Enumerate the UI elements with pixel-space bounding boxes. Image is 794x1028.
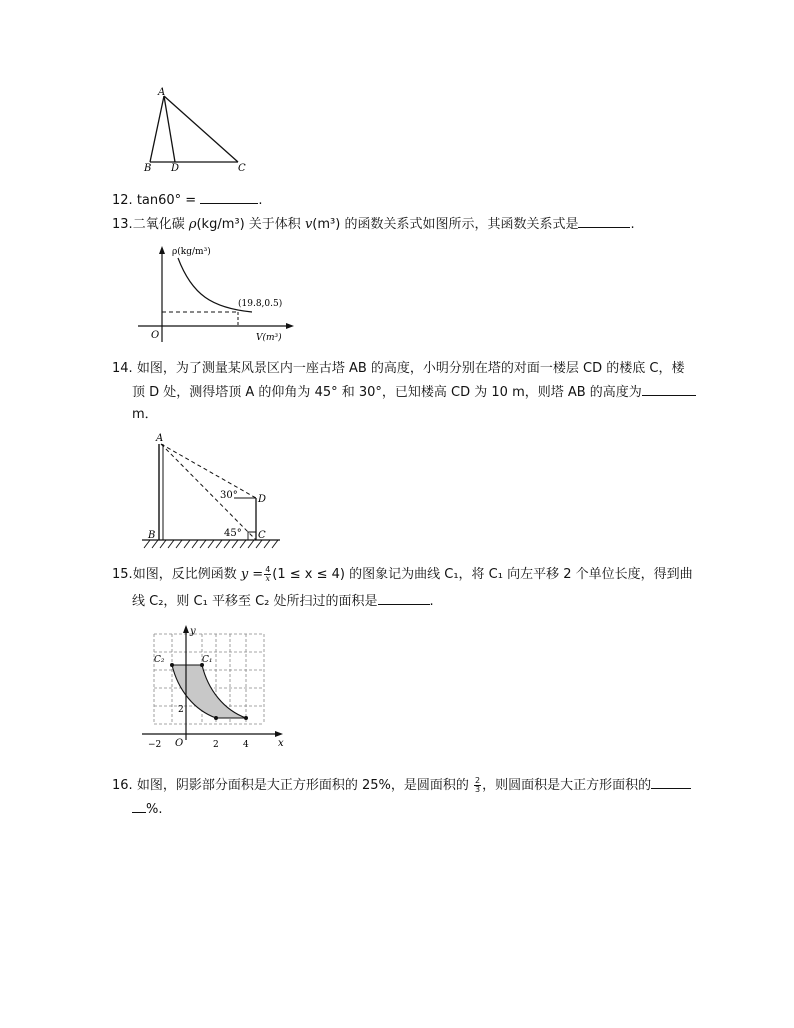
y-axis-label: y xyxy=(190,626,196,637)
angle-30-label: 30° xyxy=(220,490,238,501)
x-tick-4: 4 xyxy=(243,740,249,750)
question-text: tan60° = xyxy=(136,193,197,208)
question-16: 16. 如图，阴影部分面积是大正方形面积的 25%，是圆面积的 $\frac{2}{3}$ ，则圆面积是大正方形面积的 xyxy=(112,774,691,797)
label-b: B xyxy=(144,163,152,174)
angle-45-label: 45° xyxy=(224,528,242,539)
question-16-line-2: %. xyxy=(132,798,163,821)
question-14-line-2: 顶 D 处，测得塔顶 A 的仰角为 45° 和 30°，已知楼高 CD 为 10 m，则塔 AB 的高度为 xyxy=(132,381,696,404)
question-14-line-3: m． xyxy=(132,407,158,422)
x-axis-label: V(m³) xyxy=(256,333,282,343)
rho-volume-graph xyxy=(132,240,302,350)
origin-label: O xyxy=(175,738,184,749)
question-text-line-1: 如图，为了测量某风景区内一座古塔 AB 的高度，小明分别在塔的对面一楼层 CD 的楼底 C，楼 xyxy=(136,361,685,376)
label-c: C xyxy=(238,163,246,174)
question-number: 12. xyxy=(112,193,133,208)
question-number: 15. xyxy=(112,567,133,582)
question-15: 15.如图，反比例函数 y = $\frac{4}{x}$ (1 ≤ x ≤ 4) 的图象记为曲线 C₁，将 C₁ 向左平移 2 个单位长度，得到曲 xyxy=(112,564,693,586)
question-15-line-2: 线 C₂，则 C₁ 平移至 C₂ 处所扫过的面积是 . xyxy=(132,590,434,613)
curve-c1-label: C₁ xyxy=(202,655,213,665)
fraction-2-over-3: $\frac{2}{3}$ xyxy=(475,776,481,794)
answer-blank[interactable] xyxy=(200,189,258,204)
point-label: (19.8,0.5) xyxy=(238,299,283,309)
label-d: D xyxy=(171,163,180,174)
label-d: D xyxy=(258,494,267,505)
question-number: 13. xyxy=(112,217,133,232)
hyperbola-graph xyxy=(140,622,290,752)
label-b: B xyxy=(148,530,156,541)
question-12: 12. tan60° = . xyxy=(112,189,262,212)
x-axis-label: x xyxy=(278,738,284,749)
answer-blank[interactable] xyxy=(578,213,630,228)
question-13: 13.二氧化碳 ρ(kg/m³) 关于体积 v(m³) 的函数关系式如图所示，其函数关系式是 . xyxy=(112,213,635,236)
question-number: 16. xyxy=(112,778,133,793)
curve-c2-label: C₂ xyxy=(154,655,165,665)
origin-label: O xyxy=(151,330,160,341)
fraction-4-over-x: $\frac{4}{x}$ xyxy=(265,565,271,583)
label-c: C xyxy=(258,530,266,541)
label-a: A xyxy=(156,433,164,444)
label-a: A xyxy=(158,87,166,98)
triangle-abc-figure xyxy=(138,84,258,176)
answer-blank[interactable] xyxy=(378,590,430,605)
x-tick-2: 2 xyxy=(213,740,219,750)
question-number: 14. xyxy=(112,361,133,376)
answer-blank-part1[interactable] xyxy=(651,774,691,789)
y-tick-2: 2 xyxy=(178,705,184,715)
question-14 xyxy=(112,358,684,380)
y-axis-label: ρ(kg/m³) xyxy=(172,247,211,257)
tower-figure xyxy=(136,430,286,550)
x-tick-neg2: −2 xyxy=(148,740,162,750)
answer-blank-part2[interactable] xyxy=(132,798,146,813)
answer-blank[interactable] xyxy=(642,381,696,396)
